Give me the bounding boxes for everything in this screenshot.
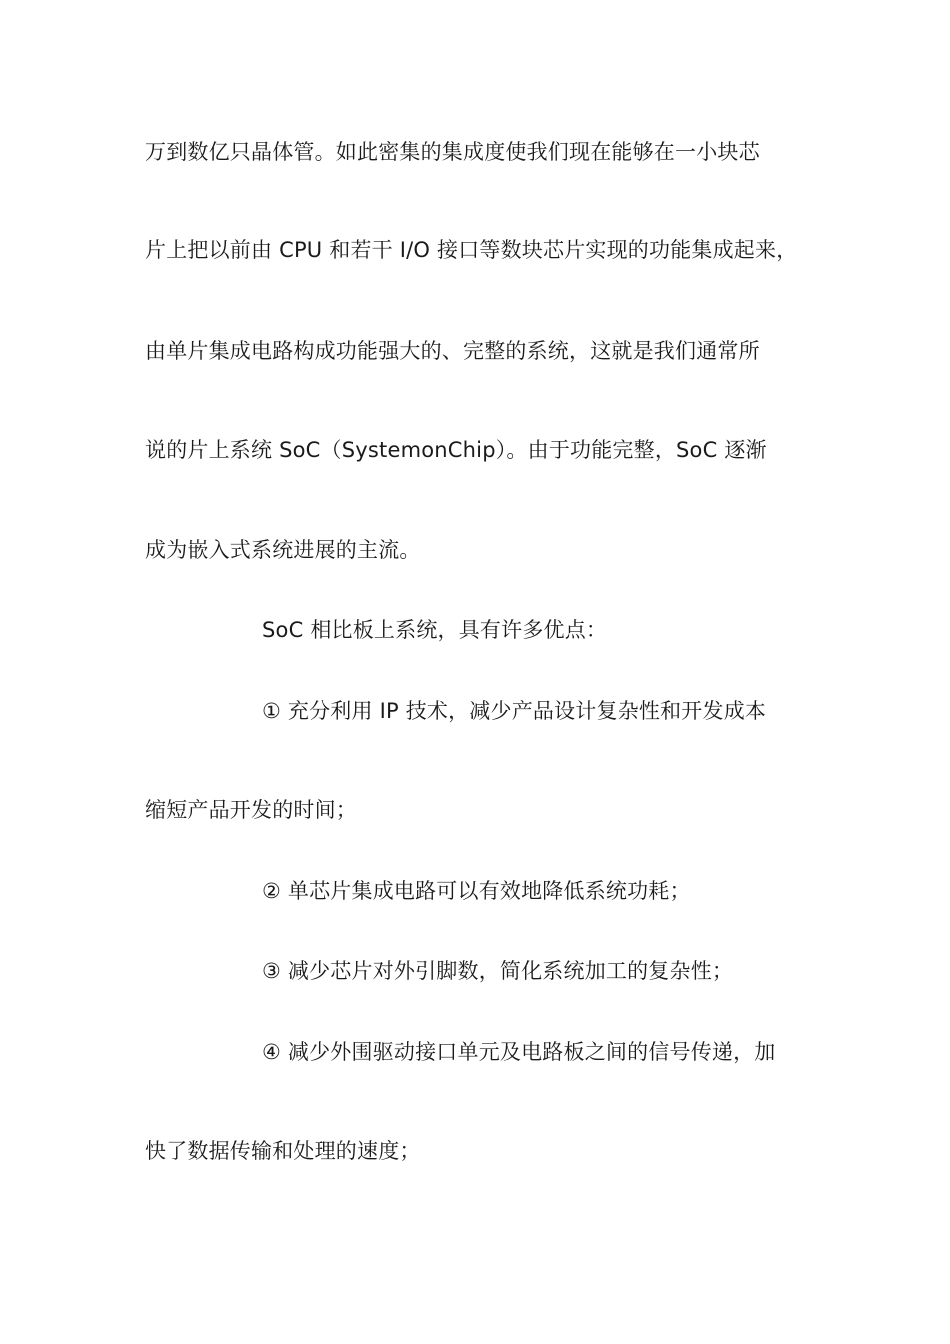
list-item-1-continuation: 缩短产品开发的时间； <box>145 798 357 822</box>
list-item-2: ② 单芯片集成电路可以有效地降低系统功耗； <box>262 879 691 903</box>
paragraph-line: 由单片集成电路构成功能强大的、完整的系统，这就是我们通常所 <box>145 339 760 363</box>
list-item-4: ④ 减少外围驱动接口单元及电路板之间的信号传递，加 <box>262 1040 776 1064</box>
list-intro-line: SoC 相比板上系统，具有许多优点： <box>262 618 608 642</box>
paragraph-line: 成为嵌入式系统进展的主流。 <box>145 538 421 562</box>
paragraph-line: 万到数亿只晶体管。如此密集的集成度使我们现在能够在一小块芯 <box>145 140 760 164</box>
paragraph-line: 说的片上系统 SoC（SystemonChip）。由于功能完整，SoC 逐渐 <box>145 438 767 462</box>
paragraph-line: 片上把以前由 CPU 和若干 I/O 接口等数块芯片实现的功能集成起来， <box>145 238 798 262</box>
list-item-4-continuation: 快了数据传输和处理的速度； <box>145 1139 421 1163</box>
list-item-1: ① 充分利用 IP 技术，减少产品设计复杂性和开发成本 <box>262 699 767 723</box>
list-item-3: ③ 减少芯片对外引脚数，简化系统加工的复杂性； <box>262 959 734 983</box>
